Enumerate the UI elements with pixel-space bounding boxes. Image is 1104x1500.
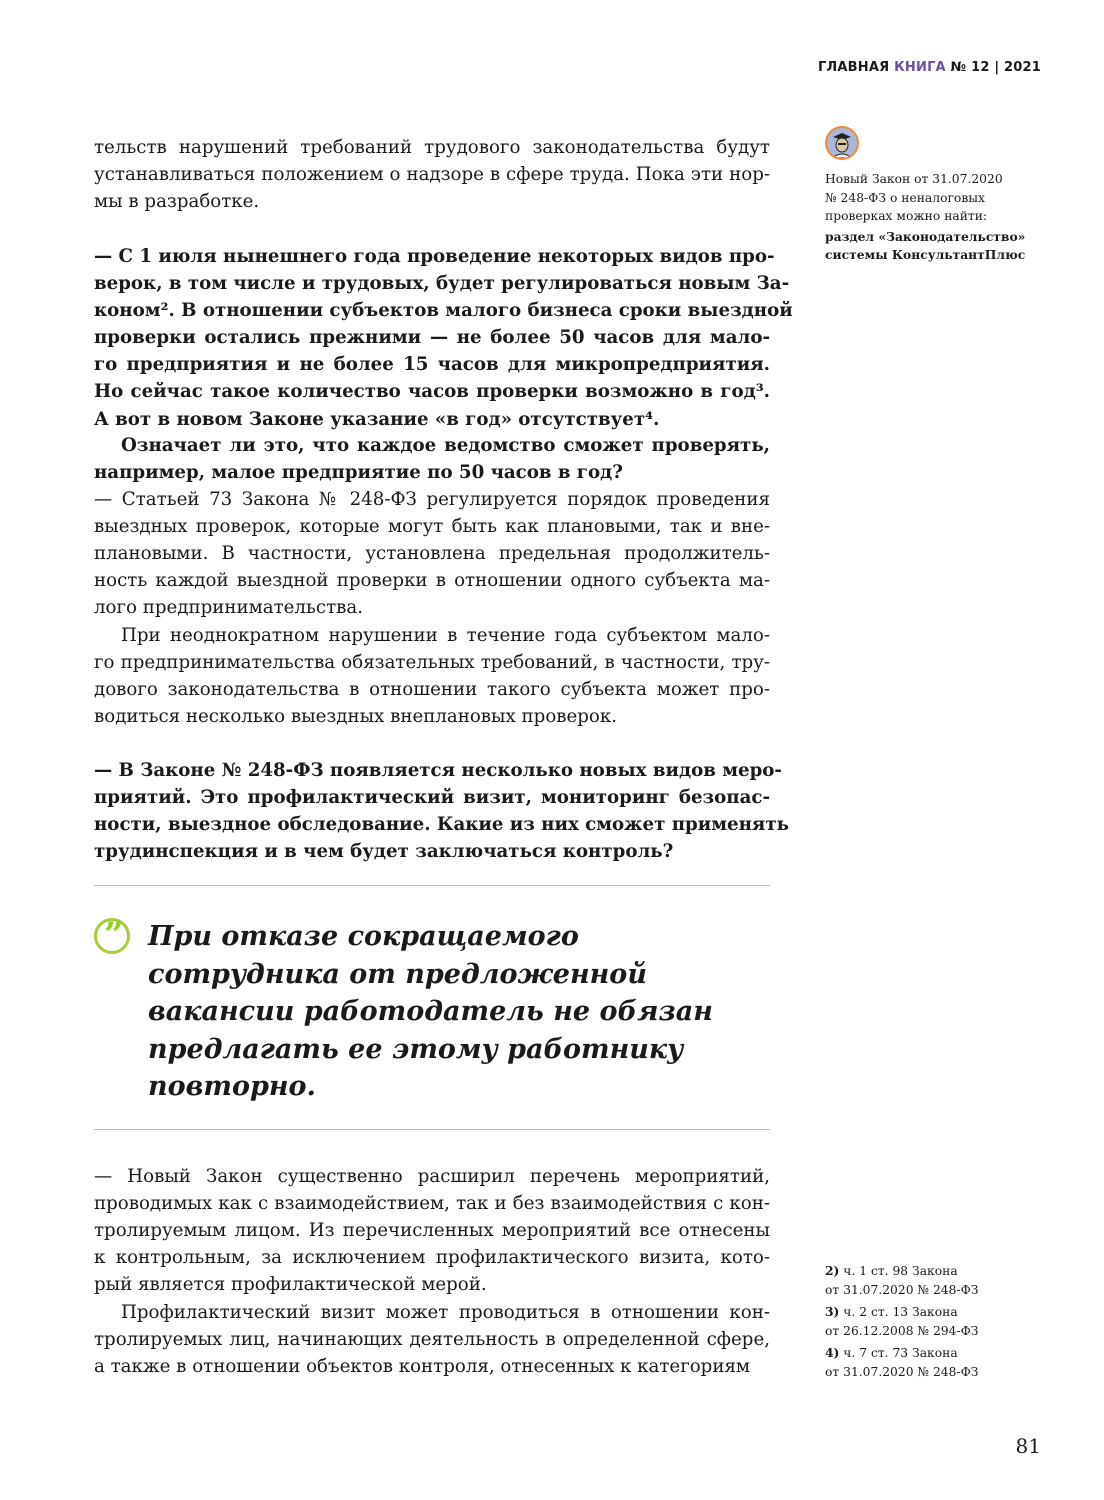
brand-accent: КНИГА	[894, 60, 946, 75]
text-line: водиться несколько выездных внеплановых проверок.	[94, 706, 618, 728]
footnote-text: ч. 7 ст. 73 Закона	[843, 1346, 958, 1360]
paragraph	[94, 432, 770, 486]
text-line: приятий. Это профилактический визит, мониторинг безопас-	[94, 787, 770, 809]
footnote	[825, 1303, 1055, 1340]
text-line: например, малое предприятие по 50 часов в год?	[94, 462, 623, 484]
footnote	[825, 1262, 1055, 1299]
text-line: При неоднократном нарушении в течение года субъектом мало-	[121, 625, 770, 646]
text-line: Но сейчас такое количество часов проверки возможно в год³.	[94, 381, 770, 403]
paragraph	[94, 134, 770, 215]
text-line: тролируемым лицом. Из перечисленных мероприятий все отнесены	[94, 1220, 770, 1242]
page-number: 81	[1015, 1434, 1041, 1458]
text-line: — В Законе № 248-ФЗ появляется несколько новых видов меро-	[94, 760, 782, 781]
text-line: коном². В отношении субъектов малого бизнеса сроки выездной	[94, 300, 793, 322]
text-line: мы в разработке.	[94, 191, 260, 213]
paragraph	[94, 243, 793, 433]
note-line: № 248-ФЗ о неналоговых	[825, 190, 985, 205]
text-line: к контрольным, за исключением профилактического визита, кото-	[94, 1247, 770, 1269]
pull-quote	[148, 918, 748, 1106]
text-line: тельств нарушений требований трудового законодательства будут	[94, 137, 770, 158]
note-line: проверках можно найти:	[825, 209, 988, 223]
paragraph	[94, 486, 770, 621]
divider-bottom	[94, 1129, 770, 1130]
text-line: тролируемых лиц, начинающих деятельность в определенной сфере,	[94, 1329, 770, 1351]
text-line: рый является профилактической мерой.	[94, 1274, 487, 1296]
text-line: Профилактический визит может проводиться в отношении кон-	[121, 1302, 770, 1323]
brand: ГЛАВНАЯ	[817, 60, 890, 75]
text-line: выездных проверок, которые могут быть как плановыми, так и вне-	[94, 516, 770, 538]
footnote	[825, 1344, 1055, 1381]
footnote-number: 3)	[825, 1304, 840, 1319]
quote-line: предлагать ее этому работнику	[148, 1033, 684, 1065]
text-line: — Новый Закон существенно расширил перечень мероприятий,	[94, 1166, 770, 1187]
text-line: плановыми. В частности, установлена предельная продолжитель-	[94, 543, 770, 565]
note-source: системы КонсультантПлюс	[825, 247, 1026, 262]
quote-line: сотрудника от предложенной	[148, 958, 647, 990]
note-line: Новый Закон от 31.07.2020	[825, 172, 1003, 186]
text-line: го предпринимательства обязательных требований, в частности, тру-	[94, 652, 770, 674]
paragraph	[94, 757, 789, 865]
paragraph	[94, 622, 770, 730]
paragraph	[94, 1299, 770, 1380]
quote-line: При отказе сокращаемого	[148, 921, 579, 952]
note-source: раздел «Законодательство»	[825, 228, 1026, 244]
expert-avatar-icon	[825, 126, 859, 160]
issue-number: № 12 | 2021	[950, 60, 1041, 75]
text-line: а также в отношении объектов контроля, отнесенных к категориям	[94, 1356, 751, 1378]
divider-top	[94, 885, 770, 886]
text-line: — С 1 июля нынешнего года проведение некоторых видов про-	[94, 246, 775, 267]
text-line: трудинспекция и в чем будет заключаться контроль?	[94, 841, 674, 863]
text-line: Означает ли это, что каждое ведомство сможет проверять,	[121, 435, 770, 456]
quote-line: повторно.	[148, 1071, 316, 1103]
text-line: А вот в новом Законе указание «в год» отсутствует⁴.	[94, 408, 660, 430]
footnote-text: от 31.07.2020 № 248-ФЗ	[825, 1282, 979, 1297]
paragraph	[94, 1163, 770, 1298]
text-line: лого предпринимательства.	[94, 597, 364, 619]
footnote-number: 4)	[825, 1345, 840, 1360]
footnotes	[825, 1262, 1055, 1385]
text-line: ность каждой выездной проверки в отношении одного субъекта ма-	[94, 570, 770, 592]
footnote-text: ч. 2 ст. 13 Закона	[843, 1305, 958, 1319]
footnote-text: ч. 1 ст. 98 Закона	[843, 1264, 958, 1278]
text-line: верок, в том числе и трудовых, будет регулироваться новым За-	[94, 273, 790, 295]
text-line: — Статьей 73 Закона № 248-ФЗ регулируется порядок проведения	[94, 489, 770, 510]
text-line: устанавливаться положением о надзоре в сфере труда. Пока эти нор-	[94, 164, 770, 186]
text-line: го предприятия и не более 15 часов для микропредприятия.	[94, 354, 770, 376]
footnote-text: от 31.07.2020 № 248-ФЗ	[825, 1364, 979, 1379]
text-line: ности, выездное обследование. Какие из них сможет применять	[94, 814, 789, 836]
text-line: дового законодательства в отношении такого субъекта может про-	[94, 679, 770, 701]
footnote-number: 2)	[825, 1263, 840, 1278]
footnote-text: от 26.12.2008 № 294-ФЗ	[825, 1323, 979, 1338]
text-line: проводимых как с взаимодействием, так и без взаимодействия с кон-	[94, 1193, 770, 1215]
sidebar-note	[825, 170, 1055, 265]
quote-mark-icon: ”	[94, 918, 130, 954]
quote-line: вакансии работодатель не обязан	[148, 996, 713, 1028]
text-line: проверки остались прежними — не более 50 часов для мало-	[94, 327, 770, 349]
running-header	[818, 60, 1041, 75]
